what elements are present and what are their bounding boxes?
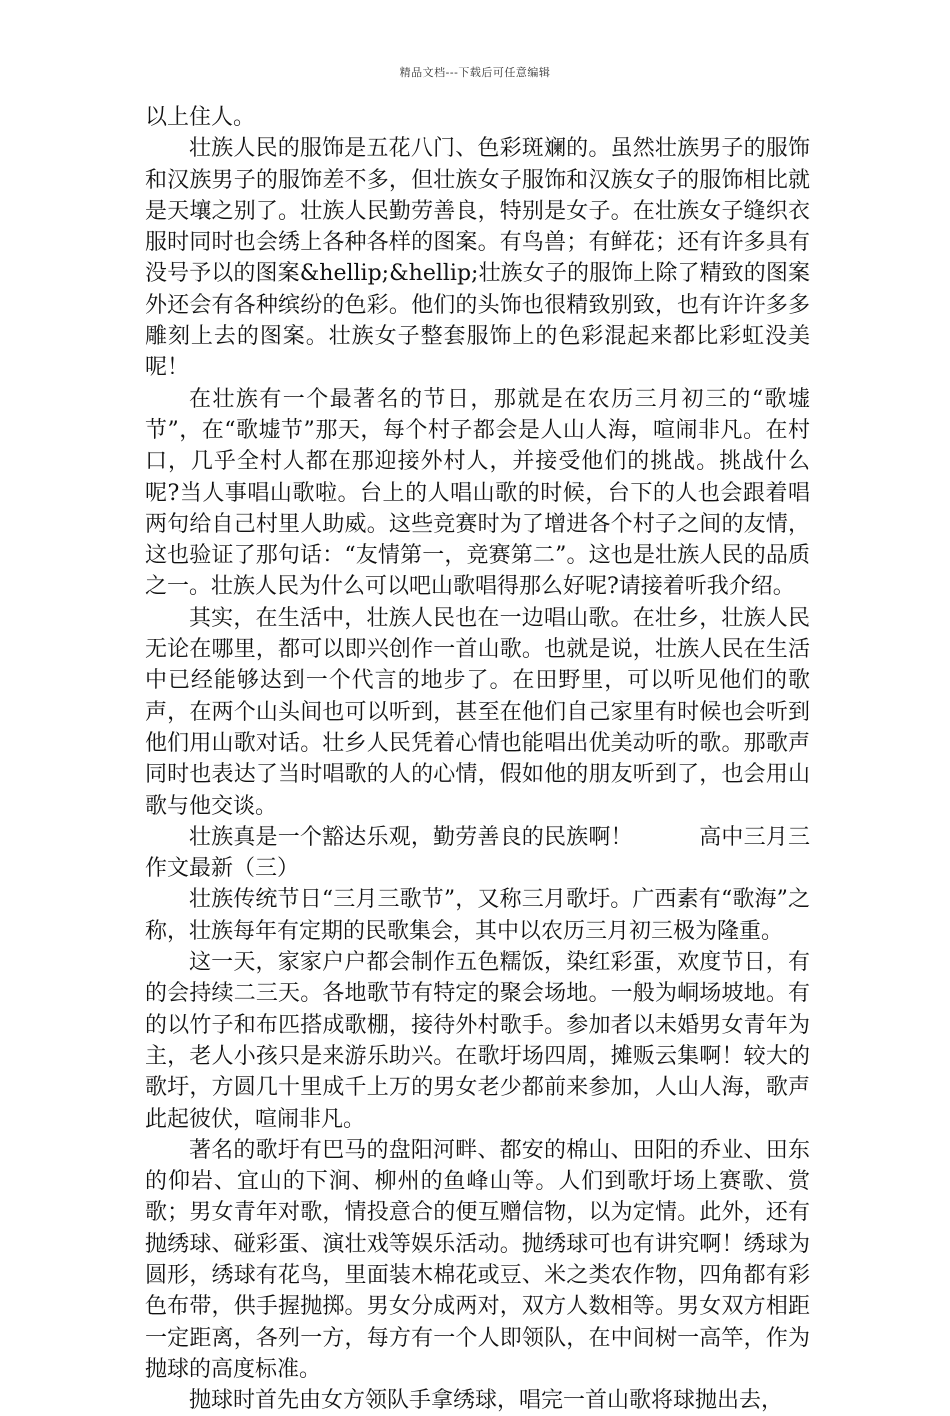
paragraph-6: 壮族传统节日“三月三歌节”，又称三月歌圩。广西素有“歌海”之称，壮族每年有定期的民歌集会，其中以农历三月初三极为隆重。	[145, 887, 810, 944]
paragraph-3: 在壮族有一个最著名的节日，那就是在农历三月初三的“歌墟节”，在“歌墟节”那天，每个村子都会是人山人海，喧闹非凡。在村口，几乎全村人都在那迎接外村人，并接受他们的挑战。挑战什么呢?当人事唱山歌啦。台上的人唱山歌的时候，台下的人也会跟着唱两句给自己村里人助威。这些竞赛时为了增进各个村子之间的友情，这也验证了那句话：“友情第一，竞赛第二”。这也是壮族人民的品质之一。壮族人民为什么可以吧山歌唱得那么好呢?请接着听我介绍。	[145, 386, 810, 600]
paragraph-9: 抛球时首先由女方领队手拿绣球，唱完一首山歌将球抛出去，	[189, 1388, 784, 1414]
page-header: 精品文档---下载后可任意编辑	[399, 66, 551, 79]
paragraph-4: 其实，在生活中，壮族人民也在一边唱山歌。在壮乡，壮族人民无论在哪里，都可以即兴创作一首山歌。也就是说，壮族人民在生活中已经能够达到一个代言的地步了。在田野里，可以听见他们的歌声，在两个山头间也可以听到，甚至在他们自己家里有时候也会听到他们用山歌对话。壮乡人民凭着心情也能唱出优美动听的歌。那歌声同时也表达了当时唱歌的人的心情，假如他的朋友听到了，也会用山歌与他交谈。	[145, 605, 810, 819]
paragraph-8: 著名的歌圩有巴马的盘阳河畔、都安的棉山、田阳的乔业、田东的仰岩、宜山的下涧、柳州的鱼峰山等。人们到歌圩场上赛歌、赏歌；男女青年对歌，情投意合的便互赠信物，以为定情。此外，还有抛绣球、碰彩蛋、演壮戏等娱乐活动。抛绣球可也有讲究啊！绣球为圆形，绣球有花鸟，里面装木棉花或豆、米之类农作物，四角都有彩色布带，供手握抛掷。男女分成两对，双方人数相等。男女双方相距一定距离，各列一方，每方有一个人即领队，在中间树一高竿，作为抛球的高度标准。	[145, 1137, 810, 1382]
paragraph-5: 壮族真是一个豁达乐观，勤劳善良的民族啊！ 高中三月三作文最新（三）	[145, 824, 810, 882]
document-body	[145, 102, 810, 1416]
paragraph-2: 壮族人民的服饰是五花八门、色彩斑斓的。虽然壮族男子的服饰和汉族男子的服饰差不多，但壮族女子服饰和汉族女子的服饰相比就是天壤之别了。壮族人民勤劳善良，特别是女子。在壮族女子缝织衣服时同时也会绣上各种各样的图案。有鸟兽；有鲜花；还有许多具有没号予以的图案&hellip;&hellip;壮族女子的服饰上除了精致的图案外还会有各种缤纷的色彩。他们的头饰也很精致别致，也有许许多多雕刻上去的图案。壮族女子整套服饰上的色彩混起来都比彩虹没美呢！	[145, 136, 810, 381]
paragraph-7: 这一天，家家户户都会制作五色糯饭，染红彩蛋，欢度节日，有的会持续二三天。各地歌节有特定的聚会场地。一般为峒场坡地。有的以竹子和布匹搭成歌棚，接待外村歌手。参加者以未婚男女青年为主，老人小孩只是来游乐助兴。在歌圩场四周，摊贩云集啊！较大的歌圩，方圆几十里成千上万的男女老少都前来参加，人山人海，歌声此起彼伏，喧闹非凡。	[145, 950, 810, 1132]
paragraph-1: 以上住人。	[145, 105, 256, 130]
